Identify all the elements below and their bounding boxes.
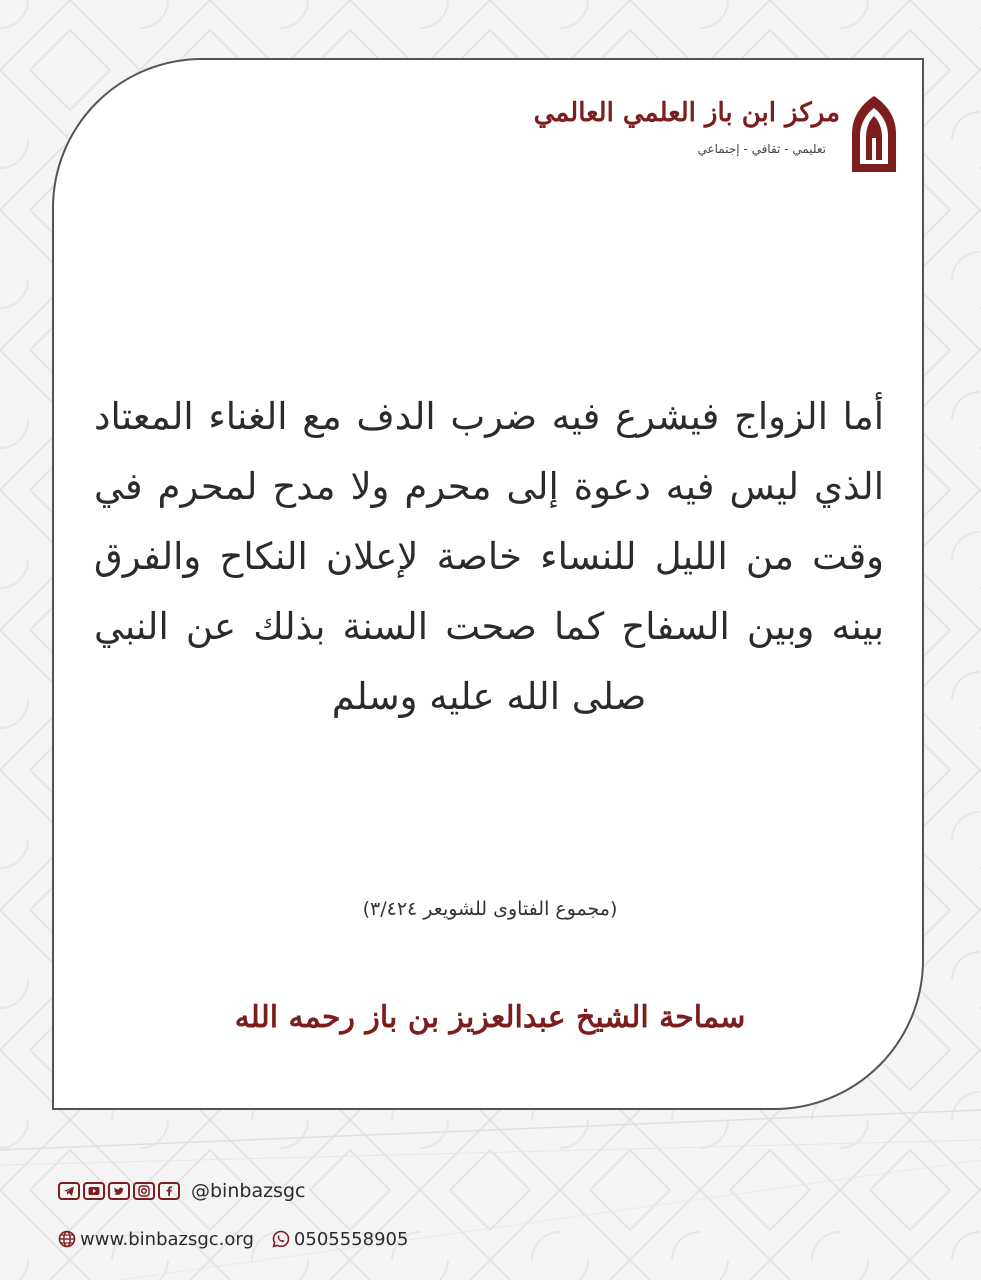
instagram-icon[interactable] — [133, 1182, 155, 1200]
calligraphy-signature: سماحة الشيخ عبدالعزيز بن باز رحمه الله — [234, 1000, 746, 1035]
social-handle[interactable]: @binbazsgc — [191, 1180, 306, 1202]
mosque-emblem-icon — [848, 94, 900, 174]
contact-row — [58, 1224, 408, 1254]
telegram-icon[interactable] — [58, 1182, 80, 1200]
brand-subtitle: تعليمي - ثقافي - إجتماعي — [697, 142, 826, 156]
website-link[interactable]: www.binbazsgc.org — [80, 1228, 254, 1250]
youtube-icon[interactable] — [83, 1182, 105, 1200]
social-row — [58, 1176, 408, 1206]
brand-title: مركز ابن باز العلمي العالمي — [533, 98, 840, 128]
footer — [58, 1176, 408, 1254]
twitter-icon[interactable] — [108, 1182, 130, 1200]
globe-icon — [58, 1230, 76, 1248]
facebook-icon[interactable] — [158, 1182, 180, 1200]
fatwa-text: أما الزواج فيشرع فيه ضرب الدف مع الغناء المعتاد الذي ليس فيه دعوة إلى محرم ولا مدح لمحرم في وقت من الليل للنساء خاصة لإعلان النكاح والفرق بينه وبين السفاح كما صحت السنة بذلك عن النبي صلى الله عليه وسلم — [94, 395, 884, 718]
phone-number[interactable]: 0505558905 — [293, 1228, 409, 1250]
content-card — [52, 58, 924, 1110]
whatsapp-icon — [272, 1230, 290, 1248]
source-citation: (مجموع الفتاوى للشويعر ٣/٤٢٤) — [362, 898, 618, 920]
brand-logo — [533, 90, 900, 190]
